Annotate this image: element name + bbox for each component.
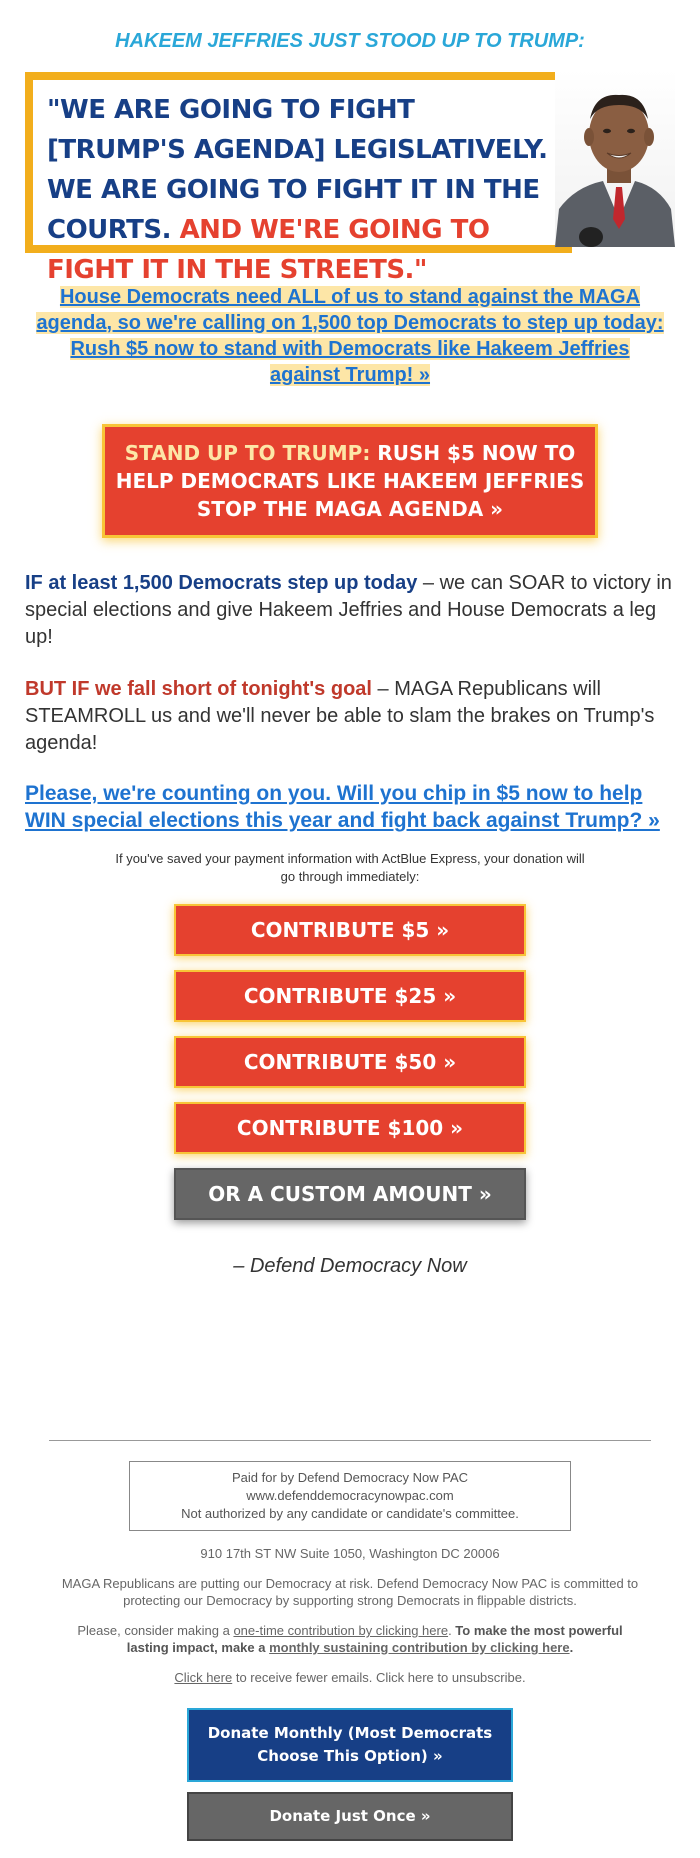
contribution-options [55, 1622, 645, 1656]
quote-box [25, 72, 572, 285]
paragraph-but-text: – MAGA Republicans will STEAMROLL us and we'll never be able to slam the brakes on Trump's agenda! [25, 678, 655, 754]
consider-mid: . [448, 1623, 456, 1638]
paid-for-box [129, 1461, 571, 1531]
intro-donate-link[interactable]: House Democrats need ALL of us to stand against the MAGA agenda, so we're calling on 1,500 top Democrats to step up today: Rush $5 now to stand with Democrats like Hakeem Jeffries against Trump! » [36, 286, 664, 386]
donate-monthly-button[interactable]: Donate Monthly (Most Democrats Choose This Option) » [187, 1708, 513, 1782]
mission-text: MAGA Republicans are putting our Democracy at risk. Defend Democracy Now PAC is committed to protecting our Democracy by supporting strong Democrats in flippable districts. [61, 1576, 639, 1608]
actblue-express-note: If you've saved your payment information with ActBlue Express, your donation will go through immediately: [115, 851, 585, 884]
paragraph-but-bold: BUT IF we fall short of tonight's goal [25, 678, 372, 700]
footer-divider [49, 1440, 651, 1441]
main-cta-text: RUSH $5 NOW TO HELP DEMOCRATS LIKE HAKEEM JEFFRIES STOP THE MAGA AGENDA » [115, 441, 585, 521]
appeal-link[interactable]: Please, we're counting on you. Will you chip in $5 now to help WIN special elections this year and fight back against Trump? » [25, 782, 660, 832]
intro-link-container [35, 284, 665, 388]
email-preferences [55, 1669, 645, 1686]
contribute-5-button[interactable]: CONTRIBUTE $5 » [174, 904, 526, 956]
contribute-100-button[interactable]: CONTRIBUTE $100 » [174, 1102, 526, 1154]
jeffries-photo [555, 69, 675, 247]
period: . [569, 1640, 574, 1655]
paragraph-but [25, 676, 675, 757]
monthly-link[interactable]: monthly sustaining contribution by clicking here [269, 1640, 570, 1655]
main-cta-highlight: STAND UP TO TRUMP: [124, 441, 371, 465]
donation-buttons [25, 904, 675, 1220]
main-cta-button[interactable] [102, 424, 598, 538]
email-body [25, 0, 675, 1841]
address: 910 17th ST NW Suite 1050, Washington DC 20006 [200, 1546, 500, 1561]
one-time-link[interactable]: one-time contribution by clicking here [233, 1623, 449, 1638]
custom-amount-button[interactable]: OR A CUSTOM AMOUNT » [174, 1168, 526, 1220]
not-authorized-text: Not authorized by any candidate or candidate's committee. [181, 1506, 519, 1521]
quote-blue-text: "WE ARE GOING TO FIGHT [TRUMP'S AGENDA] LEGISLATIVELY. WE ARE GOING TO FIGHT IT IN THE COURTS. [47, 95, 548, 245]
paragraph-if-text: – we can SOAR to victory in special elections and give Hakeem Jeffries and House Democrats a leg up! [25, 572, 672, 648]
quote-red-text: AND WE'RE GOING TO FIGHT IT IN THE STREETS." [47, 215, 490, 285]
website-text: www.defenddemocracynowpac.com [246, 1488, 454, 1503]
fewer-emails-link[interactable]: Click here [174, 1670, 233, 1685]
paid-by-text: Paid for by Defend Democracy Now PAC [231, 1470, 469, 1485]
hero-banner[interactable] [25, 69, 675, 284]
consider-prefix: Please, consider making a [77, 1623, 234, 1638]
paragraph-if-bold: IF at least 1,500 Democrats step up today [25, 572, 418, 594]
contribute-25-button[interactable]: CONTRIBUTE $25 » [174, 970, 526, 1022]
portrait-image [555, 69, 675, 247]
donate-once-button[interactable]: Donate Just Once » [187, 1792, 513, 1841]
powerful-impact-text: To make the most powerful lasting impact, make a [126, 1623, 623, 1655]
fewer-emails-text: to receive fewer emails. Click here to unsubscribe. [232, 1670, 526, 1685]
contribute-50-button[interactable]: CONTRIBUTE $50 » [174, 1036, 526, 1088]
paragraph-if [25, 570, 675, 651]
signature: – Defend Democracy Now [233, 1255, 467, 1277]
quote-text [47, 90, 557, 290]
headline: HAKEEM JEFFRIES JUST STOOD UP TO TRUMP: [115, 30, 585, 52]
